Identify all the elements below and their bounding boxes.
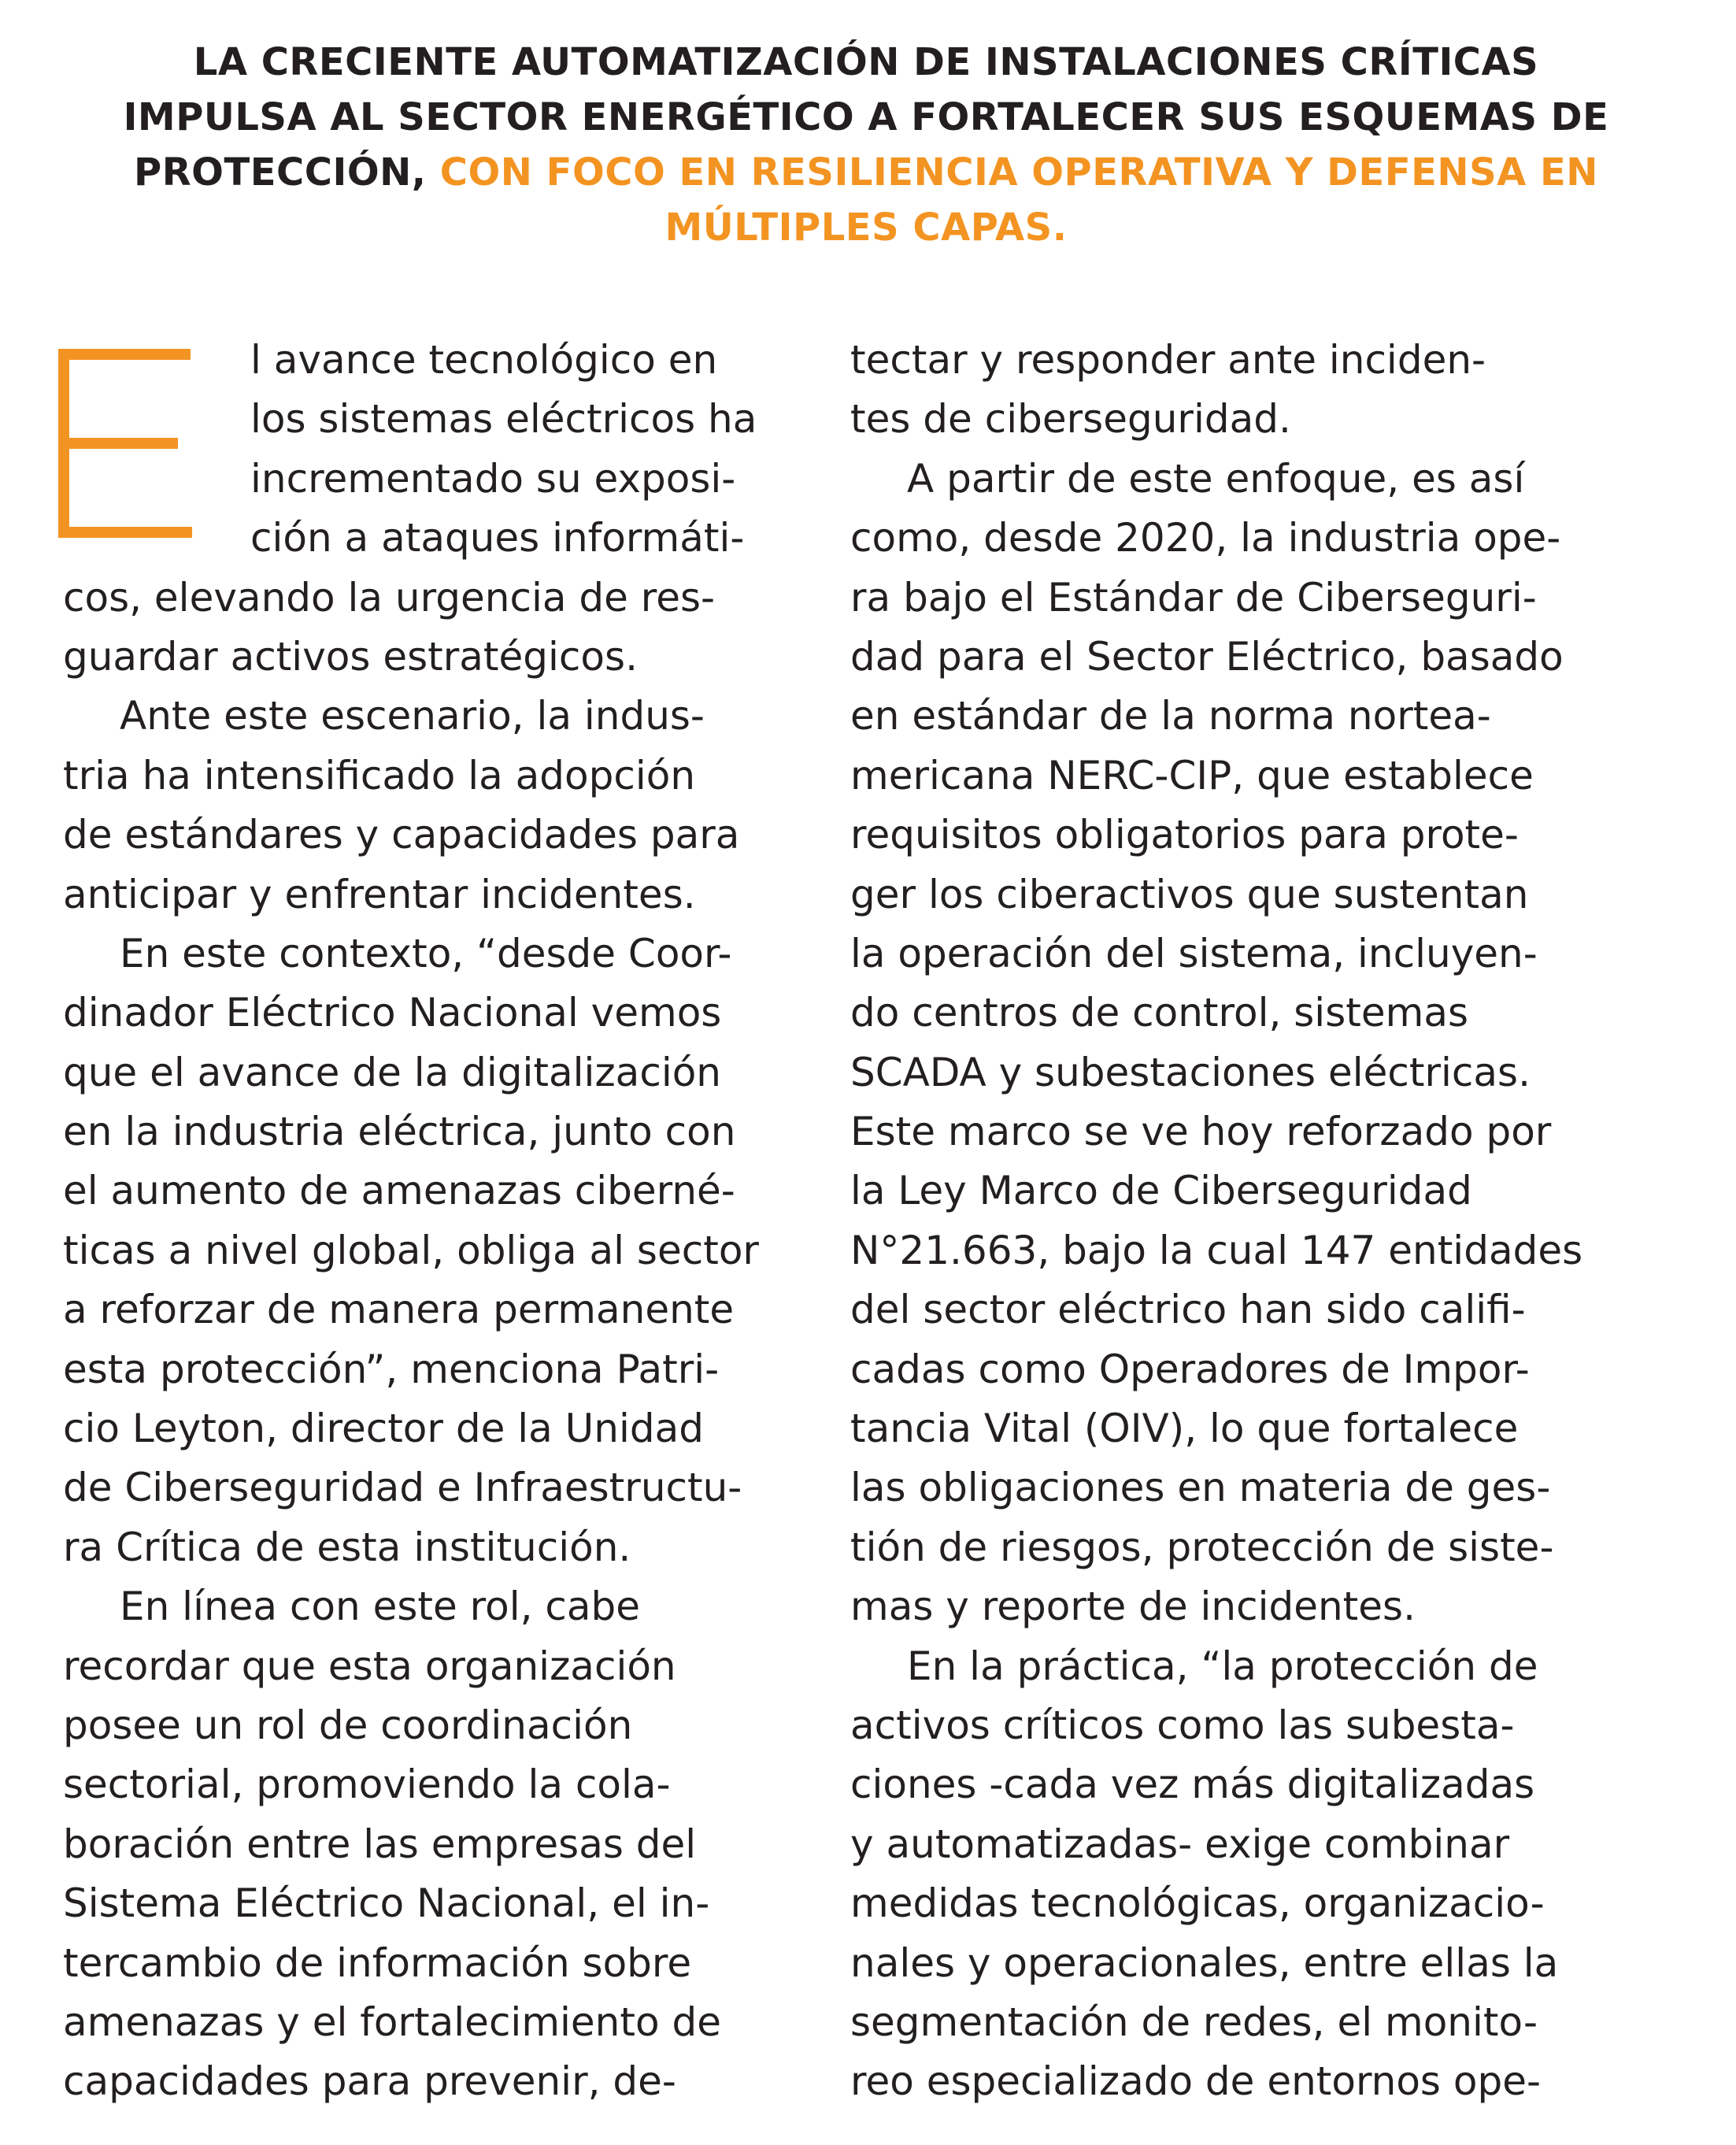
body-line: en la industria eléctrica, junto con [63,1109,736,1155]
body-line: anticipar y enfrentar incidentes. [63,871,696,917]
body-line: amenazas y el fortalecimiento de [63,1999,721,2045]
body-line: esta protección”, menciona Patri- [63,1346,720,1392]
body-line: cadas como Operadores de Impor- [850,1346,1530,1392]
body-line: ger los ciberactivos que sustentan [850,871,1529,917]
body-line: posee un rol de coordinación [63,1702,633,1748]
body-line: Este marco se ve hoy reforzado por [850,1109,1552,1155]
body-line: nales y operacionales, entre ellas la [850,1939,1559,1986]
body-line: do centros de control, sistemas [850,990,1469,1036]
body-line: tión de riesgos, protección de siste- [850,1524,1554,1570]
body-line: ticas a nivel global, obliga al sector [63,1227,759,1273]
body-line: ra Crítica de esta institución. [63,1524,631,1570]
body-line: la Ley Marco de Ciberseguridad [850,1168,1472,1214]
body-line: l avance tecnológico en [250,337,718,383]
headline-line-3-accent: CON FOCO EN RESILIENCIA OPERATIVA Y DEFENSA EN [439,150,1598,194]
body-line: requisitos obligatorios para prote- [850,812,1519,858]
body-line: mas y reporte de incidentes. [850,1584,1416,1630]
body-line: tectar y responder ante inciden- [850,337,1486,383]
body-line: cos, elevando la urgencia de res- [63,574,716,621]
body-line: tercambio de información sobre [63,1939,692,1986]
body-line: tria ha intensificado la adopción [63,752,696,798]
body-line: tancia Vital (OIV), lo que fortalece [850,1406,1519,1452]
body-line: las obligaciones en materia de ges- [850,1465,1551,1511]
body-line: ra bajo el Estándar de Ciberseguri- [850,574,1537,621]
body-line: incrementado su exposi- [250,455,736,502]
body-line: boración entre las empresas del [63,1821,697,1867]
body-line: la operación del sistema, incluyen- [850,930,1538,976]
body-line: reo especializado de entornos ope- [850,2058,1542,2105]
body-line: en estándar de la norma nortea- [850,693,1491,739]
body-line: activos críticos como las subesta- [850,1702,1515,1748]
body-line: SCADA y subestaciones eléctricas. [850,1049,1531,1095]
body-line: los sistemas eléctricos ha [250,396,757,443]
body-line: a reforzar de manera permanente [63,1287,735,1333]
body-line: sectorial, promoviendo la cola- [63,1762,671,1808]
body-line: medidas tecnológicas, organizacio- [850,1880,1545,1927]
body-line: guardar activos estratégicos. [63,633,638,680]
body-line: como, desde 2020, la industria ope- [850,515,1561,561]
body-line: tes de ciberseguridad. [850,396,1291,443]
body-line: de Ciberseguridad e Infraestructu- [63,1465,742,1511]
body-line: de estándares y capacidades para [63,812,740,858]
body-line: Ante este escenario, la indus- [120,693,705,739]
body-line: En línea con este rol, cabe [120,1584,641,1630]
body-line: y automatizadas- exige combinar [850,1821,1510,1867]
headline-line-3 [79,145,1653,200]
body-line: ción a ataques informáti- [250,515,745,561]
body-line: dad para el Sector Eléctrico, basado [850,633,1564,680]
body-line: del sector eléctrico han sido califi- [850,1287,1526,1333]
body-line: cio Leyton, director de la Unidad [63,1406,704,1452]
body-line: Sistema Eléctrico Nacional, el in- [63,1880,710,1927]
body-line: A partir de este enfoque, es así [907,455,1525,502]
body-line: N°21.663, bajo la cual 147 entidades [850,1227,1583,1273]
body-line: segmentación de redes, el monito- [850,1999,1538,2045]
body-line: En la práctica, “la protección de [907,1643,1538,1689]
body-line: ciones -cada vez más digitalizadas [850,1762,1535,1808]
body-line: dinador Eléctrico Nacional vemos [63,990,722,1036]
article-headline [79,35,1653,255]
headline-line-1: LA CRECIENTE AUTOMATIZACIÓN DE INSTALACIONES CRÍTICAS [193,40,1539,84]
headline-line-3-dark: PROTECCIÓN, [134,150,427,194]
body-line: mericana NERC-CIP, que establece [850,752,1534,798]
body-line: que el avance de la digitalización [63,1049,721,1095]
body-line: el aumento de amenazas ciberné- [63,1168,735,1214]
body-line: recordar que esta organización [63,1643,676,1689]
right-column [850,331,1638,2112]
headline-line-4-accent: MÚLTIPLES CAPAS. [664,206,1068,250]
headline-line-2: IMPULSA AL SECTOR ENERGÉTICO A FORTALECER SUS ESQUEMAS DE [123,95,1609,139]
body-line: capacidades para prevenir, de- [63,2058,676,2105]
left-column [63,331,811,2112]
body-line: En este contexto, “desde Coor- [120,930,732,976]
